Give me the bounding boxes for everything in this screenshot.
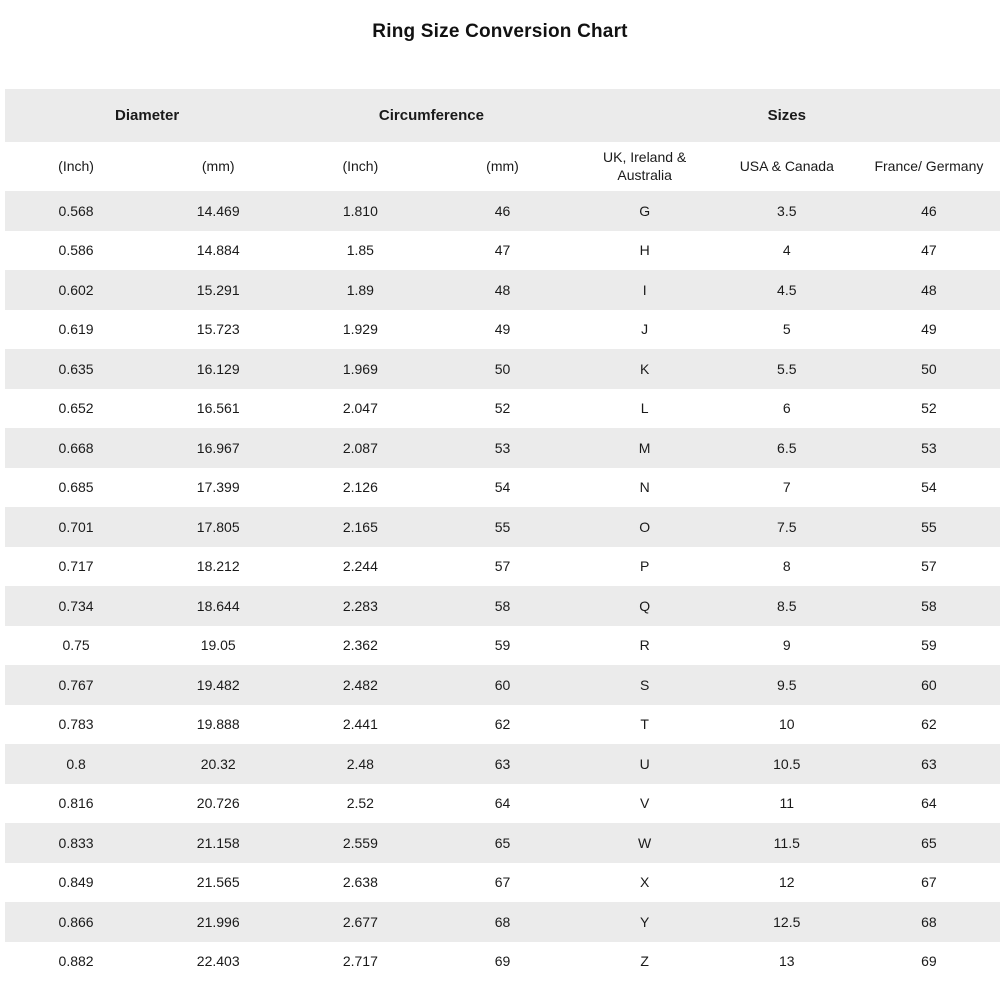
table-cell: 2.126 xyxy=(342,479,378,496)
table-cell: 5.5 xyxy=(777,360,797,377)
table-cell: 63 xyxy=(494,755,511,772)
column-header-diameter-inch: (Inch) xyxy=(5,142,147,191)
table-cell: 48 xyxy=(921,281,937,298)
table-cell: 68 xyxy=(921,913,937,930)
table-cell: 0.685 xyxy=(58,479,94,496)
table-cell: 63 xyxy=(921,755,937,772)
table-cell: 21.996 xyxy=(196,913,240,930)
table-cell: Z xyxy=(640,953,649,970)
table-cell: 60 xyxy=(921,676,937,693)
table-body xyxy=(5,191,1000,981)
table-cell: 1.810 xyxy=(342,202,378,219)
table-cell: 54 xyxy=(494,479,511,496)
table-cell: 10.5 xyxy=(773,755,801,772)
table-cell: R xyxy=(639,637,650,654)
table-cell: 20.32 xyxy=(200,755,236,772)
table-cell: 59 xyxy=(921,637,937,654)
table-cell: 13 xyxy=(778,953,795,970)
table-cell: 57 xyxy=(921,558,937,575)
table-row xyxy=(5,468,1000,508)
table-cell: 7.5 xyxy=(777,518,797,535)
table-cell: 15.723 xyxy=(196,321,240,338)
table-cell: 0.849 xyxy=(58,874,94,891)
group-header-circumference: Circumference xyxy=(289,89,573,142)
table-cell: 57 xyxy=(494,558,511,575)
table-cell: 2.638 xyxy=(342,874,378,891)
table-header xyxy=(5,89,1000,191)
table-cell: 62 xyxy=(921,716,937,733)
table-cell: 1.89 xyxy=(346,281,374,298)
table-cell: I xyxy=(642,281,647,298)
table-cell: V xyxy=(639,795,650,812)
table-cell: P xyxy=(639,558,650,575)
table-cell: 54 xyxy=(921,479,937,496)
table-cell: 55 xyxy=(921,518,937,535)
table-cell: 0.734 xyxy=(58,597,94,614)
table-cell: 0.717 xyxy=(58,558,94,575)
table-row xyxy=(5,902,1000,942)
table-cell: 64 xyxy=(921,795,937,812)
table-cell: 0.882 xyxy=(58,953,94,970)
table-cell: 2.165 xyxy=(342,518,378,535)
table-cell: 50 xyxy=(494,360,511,377)
table-cell: 53 xyxy=(494,439,511,456)
table-cell: U xyxy=(639,755,650,772)
table-cell: 0.586 xyxy=(58,242,94,259)
table-cell: 12 xyxy=(778,874,795,891)
column-header-usa-canada: USA & Canada xyxy=(716,142,858,191)
table-cell: 6.5 xyxy=(777,439,797,456)
table-cell: 0.635 xyxy=(58,360,94,377)
table-cell: 1.969 xyxy=(342,360,378,377)
table-cell: 69 xyxy=(921,953,937,970)
table-cell: 0.866 xyxy=(58,913,94,930)
table-cell: 12.5 xyxy=(773,913,801,930)
table-row xyxy=(5,389,1000,429)
table-row xyxy=(5,310,1000,350)
table-cell: 65 xyxy=(921,834,937,851)
column-header-uk-ireland-australia: UK, Ireland & Australia xyxy=(574,142,716,191)
table-cell: M xyxy=(638,439,651,456)
sub-header-row xyxy=(5,142,1000,191)
table-cell: 19.482 xyxy=(196,676,240,693)
table-cell: 0.8 xyxy=(66,755,86,772)
table-cell: Q xyxy=(639,597,651,614)
table-cell: Y xyxy=(639,913,650,930)
table-cell: 22.403 xyxy=(196,953,240,970)
ring-size-conversion-table xyxy=(5,89,1000,981)
table-cell: 16.129 xyxy=(196,360,240,377)
page-title: Ring Size Conversion Chart xyxy=(372,21,628,42)
column-header-france-germany: France/ Germany xyxy=(858,142,1000,191)
table-cell: 17.399 xyxy=(196,479,240,496)
table-cell: 21.565 xyxy=(196,874,240,891)
table-cell: 62 xyxy=(494,716,511,733)
table-cell: 49 xyxy=(494,321,511,338)
table-cell: 14.884 xyxy=(196,242,240,259)
table-row xyxy=(5,270,1000,310)
table-cell: 9.5 xyxy=(777,676,797,693)
table-cell: 68 xyxy=(494,913,511,930)
table-cell: W xyxy=(638,834,652,851)
table-cell: K xyxy=(639,360,650,377)
table-cell: J xyxy=(641,321,649,338)
table-cell: 2.283 xyxy=(342,597,378,614)
table-cell: H xyxy=(639,242,650,259)
table-cell: 8 xyxy=(782,558,791,575)
table-cell: 4 xyxy=(782,242,791,259)
table-row xyxy=(5,586,1000,626)
table-cell: 2.244 xyxy=(342,558,378,575)
table-cell: 21.158 xyxy=(196,834,240,851)
table-cell: 19.888 xyxy=(196,716,240,733)
table-cell: 20.726 xyxy=(196,795,240,812)
table-cell: 14.469 xyxy=(196,202,240,219)
table-cell: 69 xyxy=(494,953,511,970)
table-row xyxy=(5,942,1000,982)
table-cell: 8.5 xyxy=(777,597,797,614)
table-row xyxy=(5,784,1000,824)
table-cell: 0.75 xyxy=(62,637,90,654)
table-cell: 5 xyxy=(782,321,791,338)
table-cell: 0.668 xyxy=(58,439,94,456)
table-cell: 0.767 xyxy=(58,676,94,693)
table-cell: 2.48 xyxy=(346,755,374,772)
table-cell: 65 xyxy=(494,834,511,851)
group-header-sizes: Sizes xyxy=(574,89,1000,142)
table-cell: 2.441 xyxy=(342,716,378,733)
table-cell: 50 xyxy=(921,360,937,377)
table-cell: 60 xyxy=(494,676,511,693)
table-cell: 49 xyxy=(921,321,937,338)
table-cell: 48 xyxy=(494,281,511,298)
table-row xyxy=(5,863,1000,903)
table-cell: 2.362 xyxy=(342,637,378,654)
table-cell: N xyxy=(639,479,650,496)
table-cell: 0.833 xyxy=(58,834,94,851)
table-cell: S xyxy=(639,676,650,693)
table-row xyxy=(5,191,1000,231)
table-cell: 18.644 xyxy=(196,597,240,614)
table-cell: 10 xyxy=(778,716,795,733)
table-cell: 0.701 xyxy=(58,518,94,535)
table-cell: 47 xyxy=(494,242,511,259)
table-cell: 58 xyxy=(921,597,937,614)
table-cell: 46 xyxy=(494,202,511,219)
table-cell: 1.929 xyxy=(342,321,378,338)
table-cell: 2.677 xyxy=(342,913,378,930)
table-row xyxy=(5,744,1000,784)
table-cell: 0.783 xyxy=(58,716,94,733)
table-cell: X xyxy=(639,874,650,891)
table-cell: 3.5 xyxy=(777,202,797,219)
table-cell: 52 xyxy=(494,400,511,417)
table-cell: 16.561 xyxy=(196,400,240,417)
table-row xyxy=(5,349,1000,389)
table-cell: O xyxy=(639,518,651,535)
column-header-diameter-mm: (mm) xyxy=(147,142,289,191)
table-cell: 6 xyxy=(782,400,791,417)
table-cell: 59 xyxy=(494,637,511,654)
table-row xyxy=(5,231,1000,271)
group-header-row xyxy=(5,89,1000,142)
table-cell: 2.482 xyxy=(342,676,378,693)
table-cell: 64 xyxy=(494,795,511,812)
table-cell: 18.212 xyxy=(196,558,240,575)
table-cell: 67 xyxy=(494,874,511,891)
table-cell: 11 xyxy=(779,795,795,812)
table-cell: T xyxy=(640,716,649,733)
table-cell: 16.967 xyxy=(196,439,240,456)
group-header-diameter: Diameter xyxy=(5,89,289,142)
table-row xyxy=(5,665,1000,705)
table-cell: 55 xyxy=(494,518,511,535)
table-row xyxy=(5,626,1000,666)
table-cell: 53 xyxy=(921,439,937,456)
table-cell: 17.805 xyxy=(196,518,240,535)
table-cell: 1.85 xyxy=(346,242,374,259)
table-cell: 0.602 xyxy=(58,281,94,298)
table-cell: 47 xyxy=(921,242,937,259)
table-row xyxy=(5,823,1000,863)
table-cell: 2.087 xyxy=(342,439,378,456)
table-row xyxy=(5,428,1000,468)
table-cell: L xyxy=(640,400,649,417)
table-cell: 2.047 xyxy=(342,400,378,417)
table-cell: 2.52 xyxy=(346,795,374,812)
table-cell: 46 xyxy=(921,202,937,219)
table-cell: 0.568 xyxy=(58,202,94,219)
table-cell: 0.619 xyxy=(58,321,94,338)
table-cell: 0.652 xyxy=(58,400,94,417)
table-row xyxy=(5,547,1000,587)
column-header-circumference-mm: (mm) xyxy=(431,142,573,191)
table-cell: G xyxy=(639,202,651,219)
table-cell: 4.5 xyxy=(777,281,797,298)
table-cell: 19.05 xyxy=(200,637,236,654)
table-cell: 2.717 xyxy=(342,953,378,970)
table-cell: 15.291 xyxy=(196,281,240,298)
table-cell: 11.5 xyxy=(773,834,800,851)
table-row xyxy=(5,705,1000,745)
column-header-circumference-inch: (Inch) xyxy=(289,142,431,191)
table-cell: 2.559 xyxy=(342,834,378,851)
table-cell: 9 xyxy=(782,637,791,654)
table-cell: 7 xyxy=(782,479,791,496)
table-row xyxy=(5,507,1000,547)
table-cell: 0.816 xyxy=(58,795,94,812)
table-cell: 52 xyxy=(921,400,937,417)
table-cell: 58 xyxy=(494,597,511,614)
table-cell: 67 xyxy=(921,874,937,891)
